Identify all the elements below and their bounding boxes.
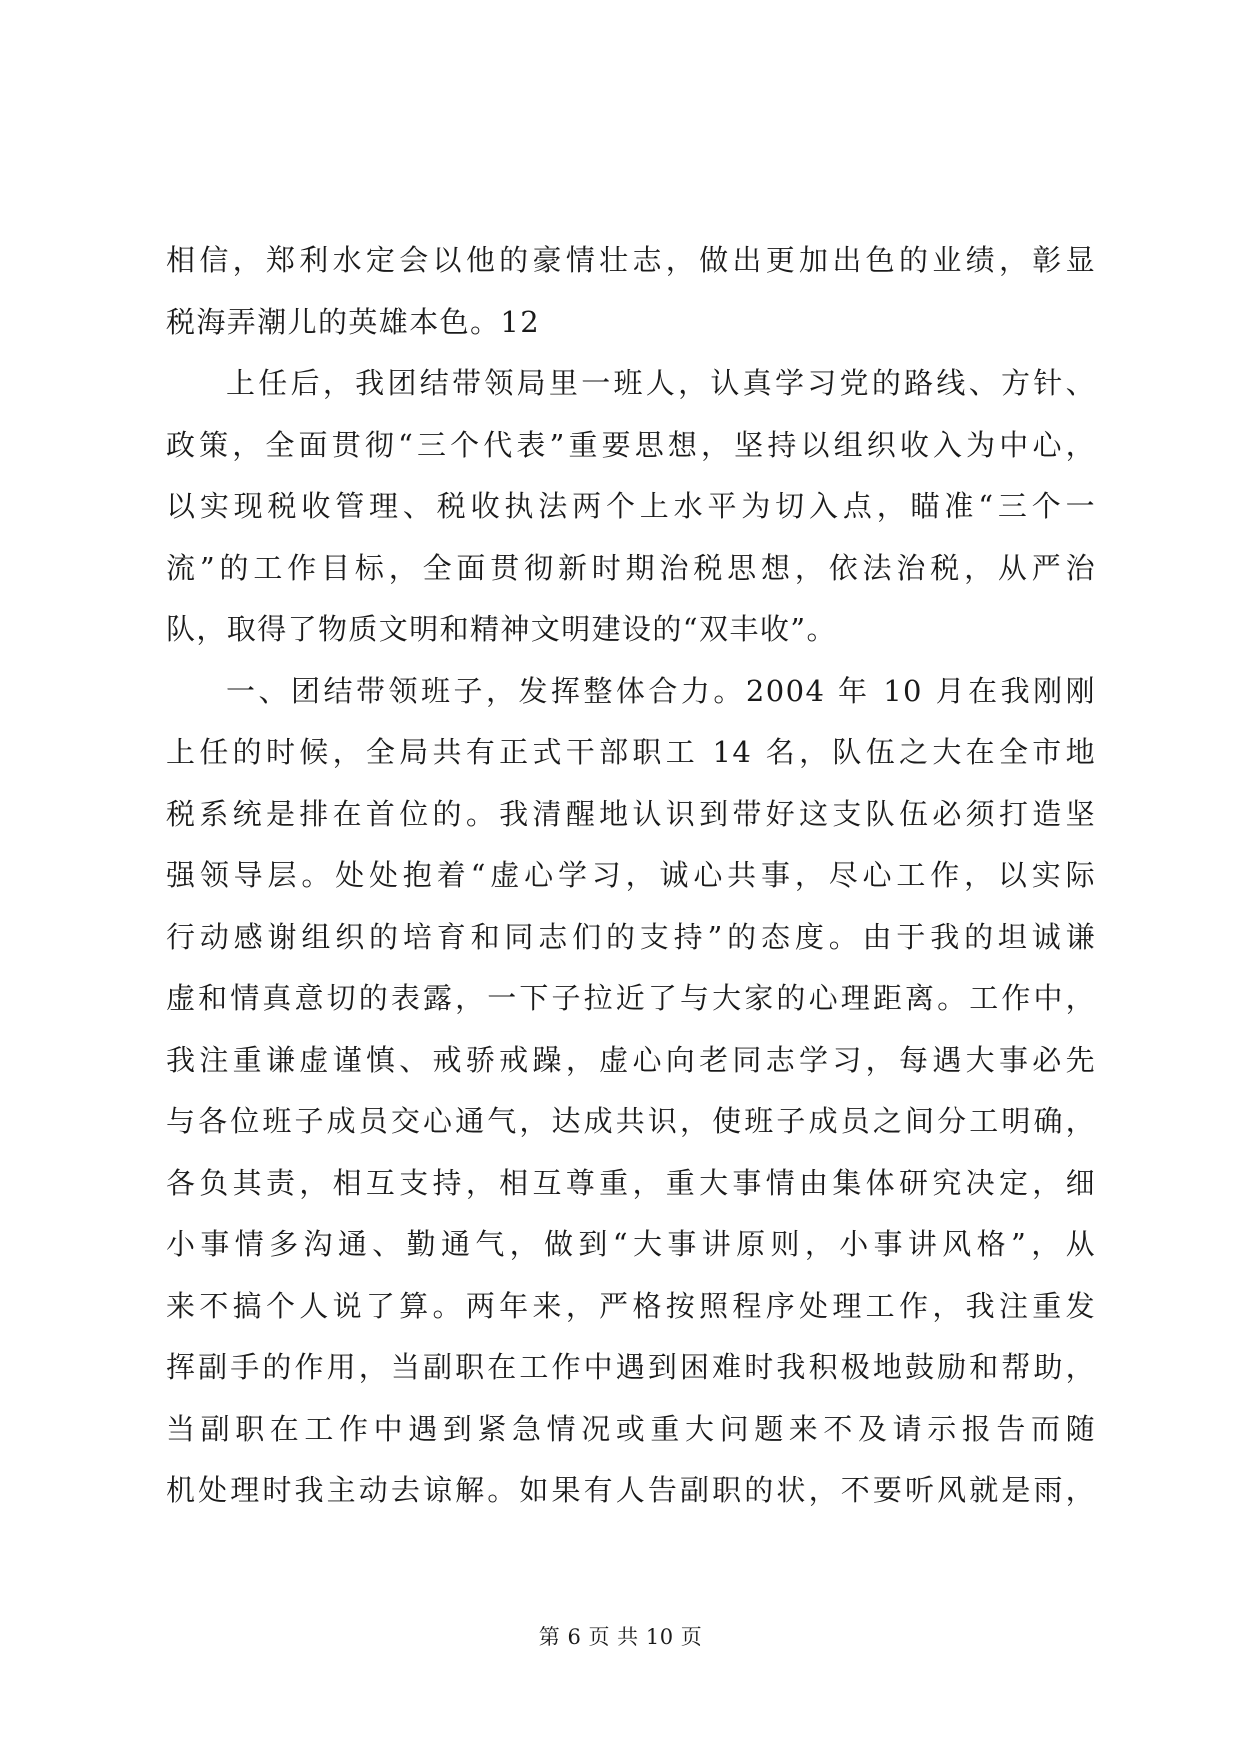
text-line: 我注重谦虚谨慎、戒骄戒躁，虚心向老同志学习，每遇大事必先 bbox=[166, 1042, 1096, 1077]
text-line: 强领导层。处处抱着“虚心学习，诚心共事，尽心工作，以实际 bbox=[166, 858, 1096, 892]
text-line: 与各位班子成员交心通气，达成共识，使班子成员之间分工明确， bbox=[166, 1104, 1096, 1138]
page-number-footer: 第 6 页 共 10 页 bbox=[538, 1625, 703, 1649]
text-line: 行动感谢组织的培育和同志们的支持”的态度。由于我的坦诚谦 bbox=[166, 919, 1096, 954]
text-line: 税系统是排在首位的。我清醒地认识到带好这支队伍必须打造坚 bbox=[166, 796, 1096, 831]
text-line: 一、团结带领班子，发挥整体合力。2004 年 10 月在我刚刚 bbox=[226, 673, 1096, 708]
text-line: 以实现税收管理、税收执法两个上水平为切入点，瞄准“三个一 bbox=[166, 489, 1096, 523]
text-line: 虚和情真意切的表露，一下子拉近了与大家的心理距离。工作中， bbox=[166, 981, 1096, 1015]
text-line: 相信，郑利水定会以他的豪情壮志，做出更加出色的业绩，彰显 bbox=[166, 243, 1096, 277]
text-line: 上任后，我团结带领局里一班人，认真学习党的路线、方针、 bbox=[226, 366, 1096, 400]
text-line: 机处理时我主动去谅解。如果有人告副职的状，不要听风就是雨， bbox=[166, 1473, 1096, 1507]
text-line: 挥副手的作用，当副职在工作中遇到困难时我积极地鼓励和帮助， bbox=[166, 1350, 1096, 1384]
text-line: 各负其责，相互支持，相互尊重，重大事情由集体研究决定，细 bbox=[166, 1165, 1096, 1200]
text-line: 上任的时候，全局共有正式干部职工 14 名，队伍之大在全市地 bbox=[166, 735, 1096, 769]
text-line: 来不搞个人说了算。两年来，严格按照程序处理工作，我注重发 bbox=[166, 1288, 1096, 1323]
text-line: 流”的工作目标，全面贯彻新时期治税思想，依法治税，从严治 bbox=[166, 550, 1096, 585]
text-line: 小事情多沟通、勤通气，做到“大事讲原则，小事讲风格”，从 bbox=[166, 1227, 1096, 1261]
text-line: 税海弄潮儿的英雄本色。12 bbox=[166, 304, 541, 339]
document-body bbox=[166, 230, 1096, 1522]
text-line: 当副职在工作中遇到紧急情况或重大问题来不及请示报告而随 bbox=[166, 1411, 1096, 1446]
text-line: 队，取得了物质文明和精神文明建设的“双丰收”。 bbox=[166, 612, 837, 646]
text-line: 政策，全面贯彻“三个代表”重要思想，坚持以组织收入为中心， bbox=[166, 427, 1096, 462]
